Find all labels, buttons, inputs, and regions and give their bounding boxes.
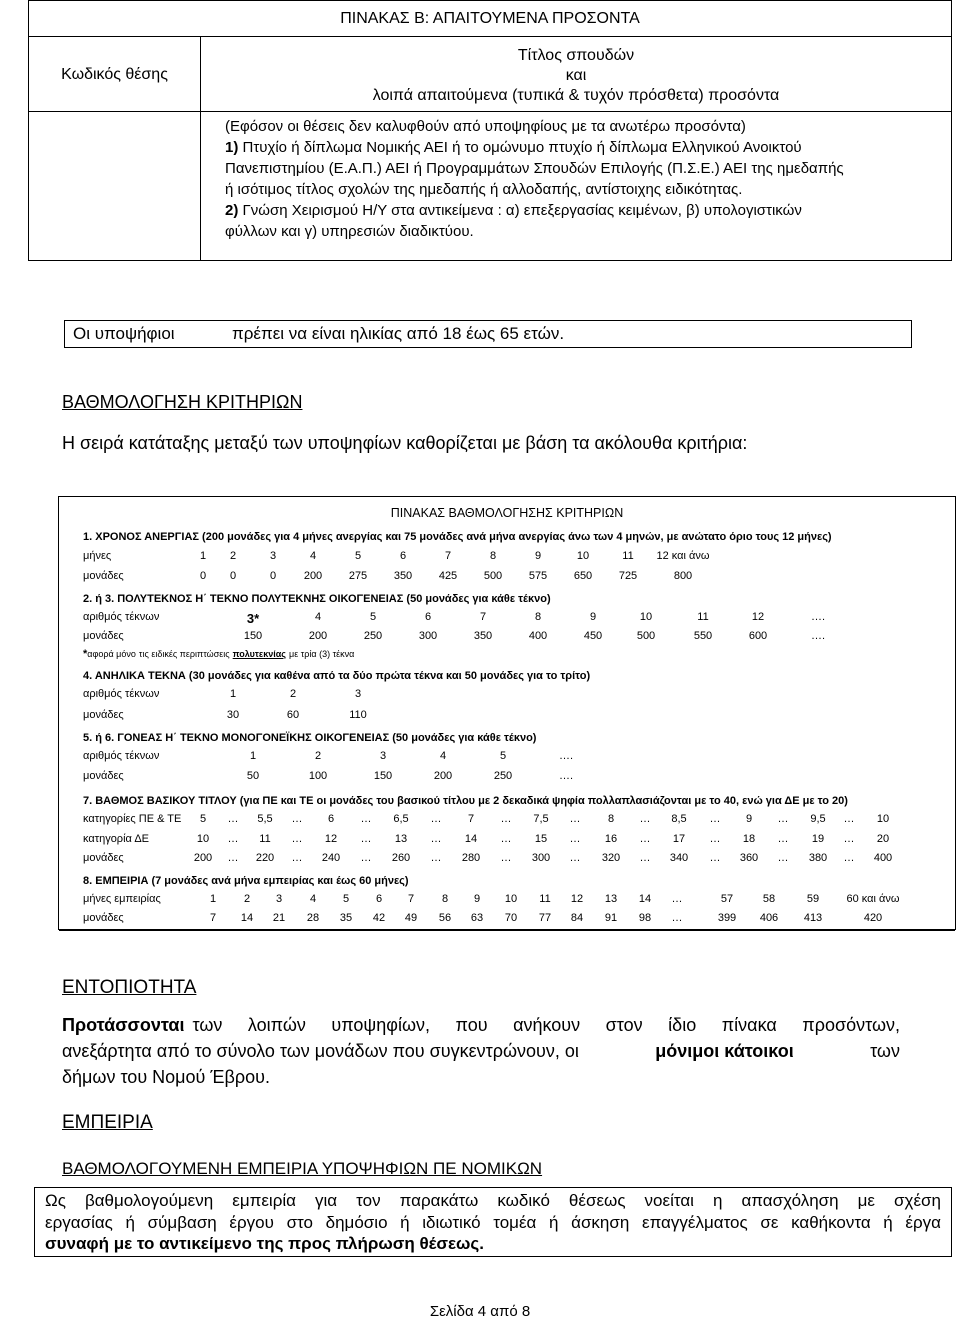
table-cell: 91 (604, 912, 618, 924)
locality-text-2: ανεξάρτητα από το σύνολο των μονάδων που συγκεντρώνουν, οι (62, 1041, 579, 1061)
table-cell: 275 (348, 570, 368, 582)
table-cell: 6 (399, 550, 407, 562)
qualifications-value-cell (200, 111, 952, 261)
table-cell: 5 (199, 813, 207, 825)
table-cell: … (709, 852, 721, 864)
table-cell: 2 (314, 750, 322, 762)
table-cell: 725 (618, 570, 638, 582)
table-cell: …. (810, 630, 826, 642)
section-2-title: 2. ή 3. ΠΟΛΥΤΕΚΝΟΣ Η΄ ΤΕΚΝΟ ΠΟΛΥΤΕΚΝΗΣ ΟΙΚΟΓΕΝΕΙΑΣ (50 μονάδες για κάθε τέκνο) (83, 593, 551, 605)
table-cell: …. (810, 611, 826, 623)
scoring-table-bottom-border (59, 929, 955, 931)
table-cell: … (430, 813, 442, 825)
table-cell: 3 (269, 550, 277, 562)
table-cell: 320 (601, 852, 621, 864)
table-cell: … (671, 893, 683, 905)
table-cell: 550 (693, 630, 713, 642)
section-4-title: 4. ΑΝΗΛΙΚΑ ΤΕΚΝΑ (30 μονάδες για καθένα από τα δύο πρώτα τέκνα και 50 μονάδες για το τρίτο) (83, 670, 591, 682)
table-cell: 7 (209, 912, 217, 924)
table-cell: 400 (528, 630, 548, 642)
table-cell: 8 (607, 813, 615, 825)
section-7-title: 7. ΒΑΘΜΟΣ ΒΑΣΙΚΟΥ ΤΙΤΛΟΥ (για ΠΕ και ΤΕ οι μονάδες του βασικού τίτλου με 2 δεκαδικά ψηφία πολλαπλασιάζονται με το 40, ενώ για ΔΕ με το 20) (83, 795, 848, 807)
table-cell: … (709, 833, 721, 845)
table-cell: 2 (289, 688, 297, 700)
table-cell: 7 (467, 813, 475, 825)
requirements-title: ΠΙΝΑΚΑΣ Β: ΑΠΑΙΤΟΥΜΕΝΑ ΠΡΟΣΟΝΤΑ (340, 10, 640, 27)
table-cell: … (430, 833, 442, 845)
table-cell: 5 (499, 750, 507, 762)
code-value-cell (28, 111, 201, 261)
table-cell: 18 (742, 833, 756, 845)
age-text-2: πρέπει να είναι ηλικίας από 18 έως 65 ετών. (232, 324, 565, 343)
table-cell: 9 (473, 893, 481, 905)
unemployment-points-row (83, 570, 955, 584)
locality-line-2 (62, 1038, 900, 1064)
table-cell: 50 (246, 770, 260, 782)
row-label: μονάδες (83, 852, 124, 864)
unemployment-months-row (83, 550, 955, 564)
table-cell: … (843, 852, 855, 864)
table-cell: 650 (573, 570, 593, 582)
table-cell: 49 (404, 912, 418, 924)
qualifications-header-line2: και (565, 67, 587, 84)
table-cell: 3 (379, 750, 387, 762)
criteria-heading: ΒΑΘΜΟΛΟΓΗΣΗ ΚΡΙΤΗΡΙΩΝ (62, 392, 303, 412)
table-cell: … (227, 833, 239, 845)
scoring-table (58, 496, 956, 930)
table-cell: 10 (576, 550, 590, 562)
table-cell: … (360, 852, 372, 864)
table-cell: 0 (199, 570, 207, 582)
table-cell: 575 (528, 570, 548, 582)
table-cell: 8 (534, 611, 542, 623)
table-cell: 360 (739, 852, 759, 864)
row-label: μονάδες (83, 770, 124, 782)
qual-line-4-text: Γνώση Χειρισμού Η/Υ στα αντικείμενα : α) επεξεργασίας κειμένων, β) υπολογιστικών (242, 202, 802, 219)
table-cell: …. (558, 750, 574, 762)
table-cell: 98 (638, 912, 652, 924)
table-cell: 9 (589, 611, 597, 623)
table-cell: 42 (372, 912, 386, 924)
row-label: μονάδες (83, 630, 124, 642)
code-header-cell (28, 36, 201, 112)
table-cell: … (227, 813, 239, 825)
table-cell: … (227, 852, 239, 864)
table-cell: 58 (762, 893, 776, 905)
table-cell: 6 (424, 611, 432, 623)
single-parent-children-row (83, 750, 955, 764)
table-cell: … (843, 813, 855, 825)
table-cell: 14 (638, 893, 652, 905)
section-5-title: 5. ή 6. ΓΟΝΕΑΣ Η΄ ΤΕΚΝΟ ΜΟΝΟΓΟΝΕΪΚΗΣ ΟΙΚΟΓΕΝΕΙΑΣ (50 μονάδες για κάθε τέκνο) (83, 732, 537, 744)
table-cell: … (291, 833, 303, 845)
age-text-1: Οι υποψήφιοι (73, 324, 175, 343)
table-cell: 57 (720, 893, 734, 905)
table-cell: 300 (531, 852, 551, 864)
table-cell: … (500, 833, 512, 845)
table-cell: 3 (354, 688, 362, 700)
table-cell: 110 (349, 709, 367, 721)
section-8-title: 8. ΕΜΠΕΙΡΙΑ (7 μονάδες ανά μήνα εμπειρίας και έως 60 μήνες) (83, 875, 409, 887)
table-cell: 77 (538, 912, 552, 924)
table-cell: 220 (255, 852, 275, 864)
table-cell: … (291, 813, 303, 825)
note-b: τις ειδικές περιπτώσεις (138, 649, 230, 659)
table-cell: … (500, 813, 512, 825)
qual-line-4 (225, 200, 947, 221)
row-label: μήνες (83, 550, 112, 562)
table-cell: 380 (808, 852, 828, 864)
experience-heading: ΕΜΠΕΙΡΙΑ (62, 1112, 153, 1133)
table-cell: 150 (373, 770, 393, 782)
row-label: αριθμός τέκνων (83, 611, 160, 623)
row-label: μονάδες (83, 709, 124, 721)
table-cell: 0 (269, 570, 277, 582)
table-cell: 11 (697, 611, 709, 623)
locality-heading: ΕΝΤΟΠΙΟΤΗΤΑ (62, 977, 197, 998)
minor-children-points-row (83, 709, 955, 723)
locality-text-4: δήμων του Νομού Έβρου. (62, 1067, 270, 1087)
table-cell: … (569, 852, 581, 864)
qual-line-1-text: Πτυχίο ή δίπλωμα Νομικής ΑΕΙ ή το ομώνυμο πτυχίο ή δίπλωμα Ελληνικού Ανοικτού (242, 139, 802, 156)
qual-line-0: (Εφόσον οι θέσεις δεν καλυφθούν από υποψηφίους με τα ανωτέρω προσόντα) (225, 118, 746, 135)
table-cell: … (639, 813, 651, 825)
qual-num2: 2) (225, 202, 239, 219)
row-label: μονάδες (83, 570, 124, 582)
table-cell: 8 (441, 893, 449, 905)
row-label: μήνες εμπειρίας (83, 893, 161, 905)
table-cell: 1 (209, 893, 217, 905)
page-number: Σελίδα 4 από 8 (429, 1303, 531, 1320)
table-cell: … (569, 833, 581, 845)
experience-points-row (83, 912, 955, 926)
table-cell: 12 (324, 833, 338, 845)
table-cell: 11 (259, 833, 271, 845)
table-cell: 260 (391, 852, 411, 864)
qualifications-header-cell (200, 36, 952, 112)
experience-line-2: εργασίας ή σύμβαση έργου στο δημόσιο ή ιδιωτικό τομέα ή άσκηση επαγγέλματος σε καθήκοντα ή έργα (45, 1212, 941, 1232)
table-cell: … (430, 852, 442, 864)
row-label: κατηγορίες ΠΕ & ΤΕ (83, 813, 182, 825)
criteria-intro: Η σειρά κατάταξης μεταξύ των υποψηφίων καθορίζεται με βάση τα ακόλουθα κριτήρια: (62, 433, 748, 453)
note-text (83, 648, 354, 660)
table-cell: 5 (342, 893, 350, 905)
note-a: αφορά μόνο (87, 649, 136, 659)
degree-points-row (83, 852, 955, 866)
row-label: μονάδες (83, 912, 124, 924)
table-cell: 6 (327, 813, 335, 825)
table-cell: 84 (570, 912, 584, 924)
table-cell: 14 (240, 912, 254, 924)
qual-line-3: ή ισότιμος τίτλος σχολών της ημεδαπής ή αλλοδαπής, αντίστοιχης ειδικότητας. (225, 181, 743, 198)
table-cell: 413 (803, 912, 823, 924)
table-cell: 350 (393, 570, 413, 582)
table-cell: 450 (583, 630, 603, 642)
table-cell: 420 (863, 912, 883, 924)
table-cell: 19 (811, 833, 825, 845)
table-cell: 5 (369, 611, 377, 623)
table-cell: 500 (483, 570, 503, 582)
table-cell: 56 (438, 912, 452, 924)
experience-box (34, 1187, 952, 1257)
note-c: πολυτεκνίας (232, 649, 286, 659)
row-label: κατηγορία ΔΕ (83, 833, 149, 845)
table-cell: … (777, 813, 789, 825)
table-cell: 3* (246, 611, 260, 626)
experience-subheading: ΒΑΘΜΟΛΟΓΟΥΜΕΝΗ ΕΜΠΕΙΡΙΑ ΥΠΟΨΗΦΙΩΝ ΠΕ ΝΟΜΙΚΩΝ (62, 1159, 543, 1178)
table-cell: 35 (339, 912, 353, 924)
table-cell: 250 (363, 630, 383, 642)
table-cell: 200 (433, 770, 453, 782)
table-cell: 10 (876, 813, 890, 825)
table-cell: 150 (243, 630, 263, 642)
table-cell: 12 (751, 611, 765, 623)
qualifications-header-line1: Τίτλος σπουδών (517, 47, 635, 64)
table-cell: 8,5 (671, 813, 687, 825)
qual-line-1 (225, 137, 947, 158)
table-cell: 9 (745, 813, 753, 825)
qual-line-2: Πανεπιστημίου (Ε.Α.Π.) ΑΕΙ ή Προγραμμάτων Σπουδών Επιλογής (Π.Σ.Ε.) ΑΕΙ της ημεδαπής (225, 160, 844, 177)
table-cell: 3 (275, 893, 283, 905)
table-cell: 399 (717, 912, 737, 924)
table-cell: 250 (493, 770, 513, 782)
table-cell: 10 (196, 833, 210, 845)
single-parent-points-row (83, 770, 955, 784)
table-cell: 6 (375, 893, 383, 905)
qualifications-text (225, 116, 947, 242)
table-cell: 280 (461, 852, 481, 864)
table-cell: 1 (249, 750, 257, 762)
table-cell: 13 (604, 893, 618, 905)
table-cell: 7 (479, 611, 487, 623)
table-cell: … (360, 833, 372, 845)
table-cell: 59 (806, 893, 820, 905)
table-cell: 4 (314, 611, 322, 623)
table-cell: … (777, 852, 789, 864)
table-cell: … (639, 852, 651, 864)
table-cell: 300 (418, 630, 438, 642)
table-cell: 425 (438, 570, 458, 582)
degree-de-row (83, 833, 955, 847)
table-cell: 800 (673, 570, 693, 582)
table-cell: 30 (226, 709, 240, 721)
table-cell: 63 (470, 912, 484, 924)
table-cell: 28 (306, 912, 320, 924)
experience-months-row (83, 893, 955, 907)
scoring-table-title: ΠΙΝΑΚΑΣ ΒΑΘΜΟΛΟΓΗΣΗΣ ΚΡΙΤΗΡΙΩΝ (390, 506, 624, 520)
table-cell: 17 (672, 833, 686, 845)
minor-children-row (83, 688, 955, 702)
experience-line-1: Ως βαθμολογούμενη εμπειρία για τον παρακάτω κωδικό θέσεως νοείται η απασχόληση με σχέση (45, 1191, 941, 1210)
table-cell: 2 (229, 550, 237, 562)
table-cell: 1 (229, 688, 237, 700)
table-cell: 16 (604, 833, 618, 845)
locality-bold-1: Προτάσσονται (62, 1015, 185, 1035)
large-family-points-row (83, 630, 955, 644)
table-cell: 200 (303, 570, 323, 582)
qualifications-header (201, 46, 951, 106)
table-cell: … (500, 852, 512, 864)
locality-text-3: των (870, 1041, 900, 1061)
table-cell: … (671, 912, 683, 924)
requirements-table (28, 0, 952, 260)
table-cell: … (639, 833, 651, 845)
table-cell: 9,5 (810, 813, 826, 825)
row-label: αριθμός τέκνων (83, 688, 160, 700)
table-cell: …. (558, 770, 574, 782)
table-cell: … (569, 813, 581, 825)
table-cell: 4 (309, 893, 317, 905)
requirements-title-cell (28, 0, 952, 37)
large-family-children-row (83, 611, 955, 625)
experience-line-3: συναφή με το αντικείμενο της προς πλήρωση θέσεως. (45, 1234, 484, 1253)
table-cell: 13 (394, 833, 408, 845)
table-cell: 406 (759, 912, 779, 924)
table-cell: 60 (286, 709, 300, 721)
table-cell: 0 (229, 570, 237, 582)
table-cell: 100 (308, 770, 328, 782)
large-family-note (83, 648, 955, 662)
table-cell: 400 (873, 852, 893, 864)
table-cell: 500 (636, 630, 656, 642)
table-cell: 340 (669, 852, 689, 864)
table-cell: 1 (199, 550, 207, 562)
table-cell: 9 (534, 550, 542, 562)
table-cell: 20 (876, 833, 890, 845)
table-cell: 12 και άνω (656, 550, 710, 562)
table-cell: 14 (464, 833, 478, 845)
table-cell: 2 (243, 893, 251, 905)
locality-line-1 (62, 1012, 900, 1038)
table-cell: 21 (272, 912, 286, 924)
table-cell: 200 (193, 852, 213, 864)
table-cell: 4 (439, 750, 447, 762)
table-cell: 10 (639, 611, 653, 623)
table-cell: 200 (308, 630, 328, 642)
table-cell: 350 (473, 630, 493, 642)
table-cell: 70 (504, 912, 518, 924)
table-cell: 7,5 (533, 813, 549, 825)
locality-bold-2: μόνιμοι κάτοικοι (655, 1041, 794, 1061)
table-cell: 600 (748, 630, 768, 642)
section-1-title: 1. ΧΡΟΝΟΣ ΑΝΕΡΓΙΑΣ (200 μονάδες για 4 μήνες ανεργίας και 75 μονάδες ανά μήνα ανεργίας άνω των 4 μηνών, με ανώτατο όριο τους 12 μήνες) (83, 531, 832, 543)
code-header: Κωδικός θέσης (61, 66, 168, 83)
table-cell: 6,5 (393, 813, 409, 825)
table-cell: 10 (504, 893, 518, 905)
table-cell: 15 (534, 833, 548, 845)
row-label: αριθμός τέκνων (83, 750, 160, 762)
table-cell: 11 (539, 893, 551, 905)
table-cell: 240 (321, 852, 341, 864)
table-cell: … (843, 833, 855, 845)
degree-pe-te-row (83, 813, 955, 827)
table-cell: 7 (407, 893, 415, 905)
age-requirement-box (64, 320, 912, 348)
table-cell: 11 (622, 550, 634, 562)
table-cell: … (291, 852, 303, 864)
locality-paragraph (62, 1012, 900, 1090)
table-cell: 5 (354, 550, 362, 562)
table-cell: 60 και άνω (846, 893, 900, 905)
table-cell: … (777, 833, 789, 845)
table-cell: 8 (489, 550, 497, 562)
qual-num1: 1) (225, 139, 239, 156)
table-cell: … (360, 813, 372, 825)
locality-text-1: των λοιπών υποψηφίων, που ανήκουν στον ίδιο πίνακα προσόντων, (192, 1015, 900, 1035)
qualifications-header-line3: λοιπά απαιτούμενα (τυπικά & τυχόν πρόσθετα) προσόντα (372, 87, 780, 104)
table-cell: 4 (309, 550, 317, 562)
table-cell: … (709, 813, 721, 825)
table-cell: 12 (570, 893, 584, 905)
note-d: με τρία (3) τέκνα (289, 649, 355, 659)
qual-line-5: φύλλων και γ) υπηρεσιών διαδικτύου. (225, 223, 474, 240)
table-cell: 7 (444, 550, 452, 562)
table-cell: 5,5 (257, 813, 273, 825)
note-star: * (83, 648, 88, 660)
